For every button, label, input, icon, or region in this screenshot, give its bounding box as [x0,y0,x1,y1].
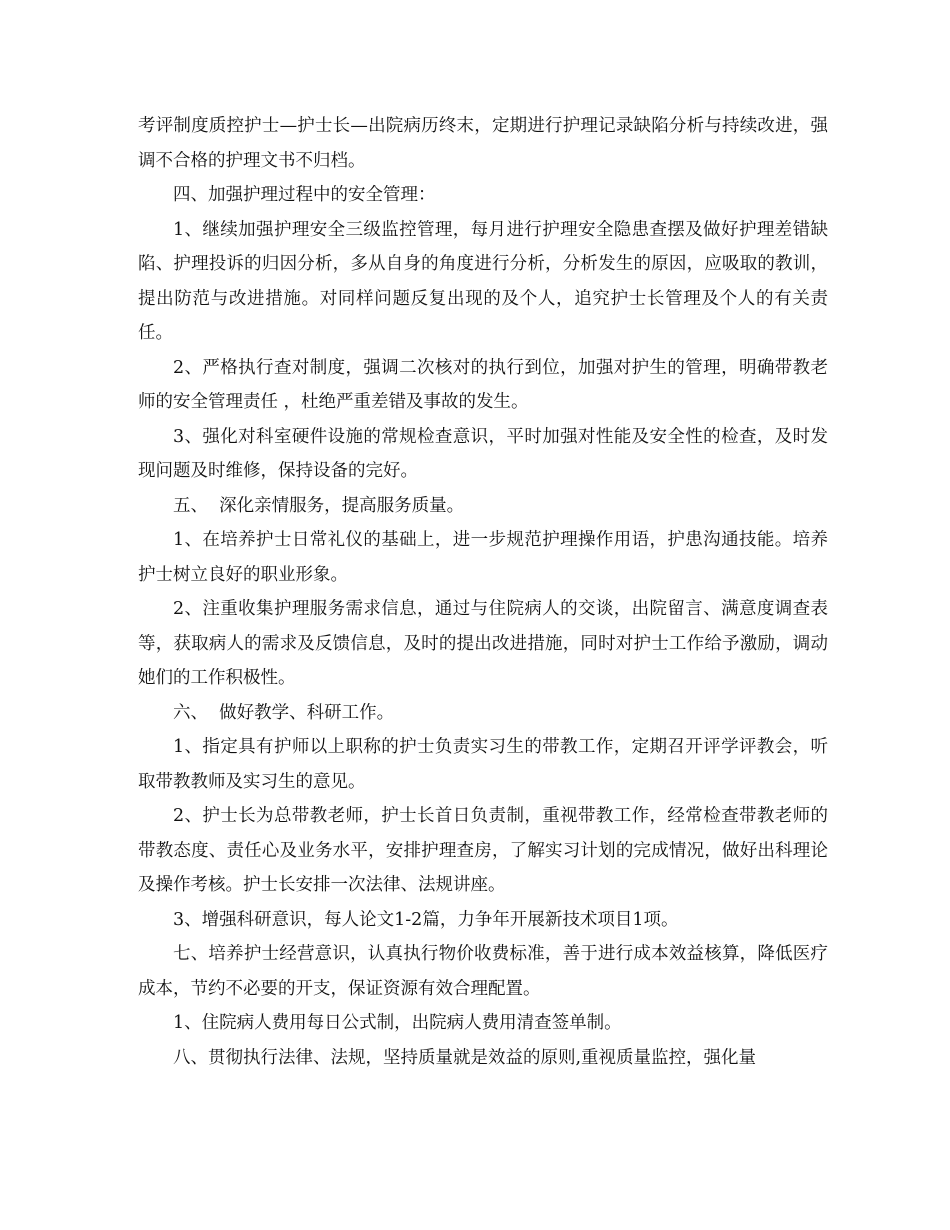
paragraph-3: 1、继续加强护理安全三级监控管理，每月进行护理安全隐患查摆及做好护理差错缺陷、护理投诉的归因分析，多从自身的角度进行分析，分析发生的原因，应吸取的教训，提出防范与改进措施。对同样问题反复出现的及个人，追究护士长管理及个人的有关责任。 [138,219,828,343]
paragraph-6: 五、 深化亲情服务，提高服务质量。 [173,495,465,516]
paragraph-8: 2、注重收集护理服务需求信息，通过与住院病人的交谈，出院留言、满意度调查表等，获取病人的需求及反馈信息，及时的提出改进措施，同时对护士工作给予激励，调动她们的工作积极性。 [138,599,828,688]
paragraph-14: 1、住院病人费用每日公式制，出院病人费用清查签单制。 [173,1013,622,1033]
paragraph-5: 3、强化对科室硬件设施的常规检查意识，平时加强对性能及安全性的检查，及时发现问题及时维修，保持设备的完好。 [138,426,828,481]
paragraph-9: 六、 做好教学、科研工作。 [173,702,395,723]
document-body [138,109,828,1075]
paragraph-7: 1、在培养护士日常礼仪的基础上，进一步规范护理操作用语，护患沟通技能。培养护士树立良好的职业形象。 [138,530,828,585]
paragraph-1: 考评制度质控护士—护士长—出院病历终末，定期进行护理记录缺陷分析与持续改进，强调不合格的护理文书不归档。 [138,116,828,171]
paragraph-2: 四、加强护理过程中的安全管理： [173,185,436,205]
paragraph-10: 1、指定具有护师以上职称的护士负责实习生的带教工作，定期召开评学评教会，听取带教教师及实习生的意见。 [138,737,828,792]
paragraph-4: 2、严格执行查对制度，强调二次核对的执行到位，加强对护生的管理，明确带教老师的安全管理责任 ，杜绝严重差错及事故的发生。 [138,357,828,412]
paragraph-15: 八、贯彻执行法律、法规，坚持质量就是效益的原则,重视质量监控，强化量 [173,1047,757,1068]
paragraph-11: 2、护士长为总带教老师，护士长首日负责制，重视带教工作，经常检查带教老师的带教态度、责任心及业务水平，安排护理查房，了解实习计划的完成情况，做好出科理论及操作考核。护士长安排一次法律、法规讲座。 [138,806,828,895]
paragraph-13: 七、培养护士经营意识，认真执行物价收费标准，善于进行成本效益核算，降低医疗成本，节约不必要的开支，保证资源有效合理配置。 [138,944,828,999]
paragraph-12: 3、增强科研意识，每人论文1-2篇，力争年开展新技术项目1项。 [173,909,679,930]
